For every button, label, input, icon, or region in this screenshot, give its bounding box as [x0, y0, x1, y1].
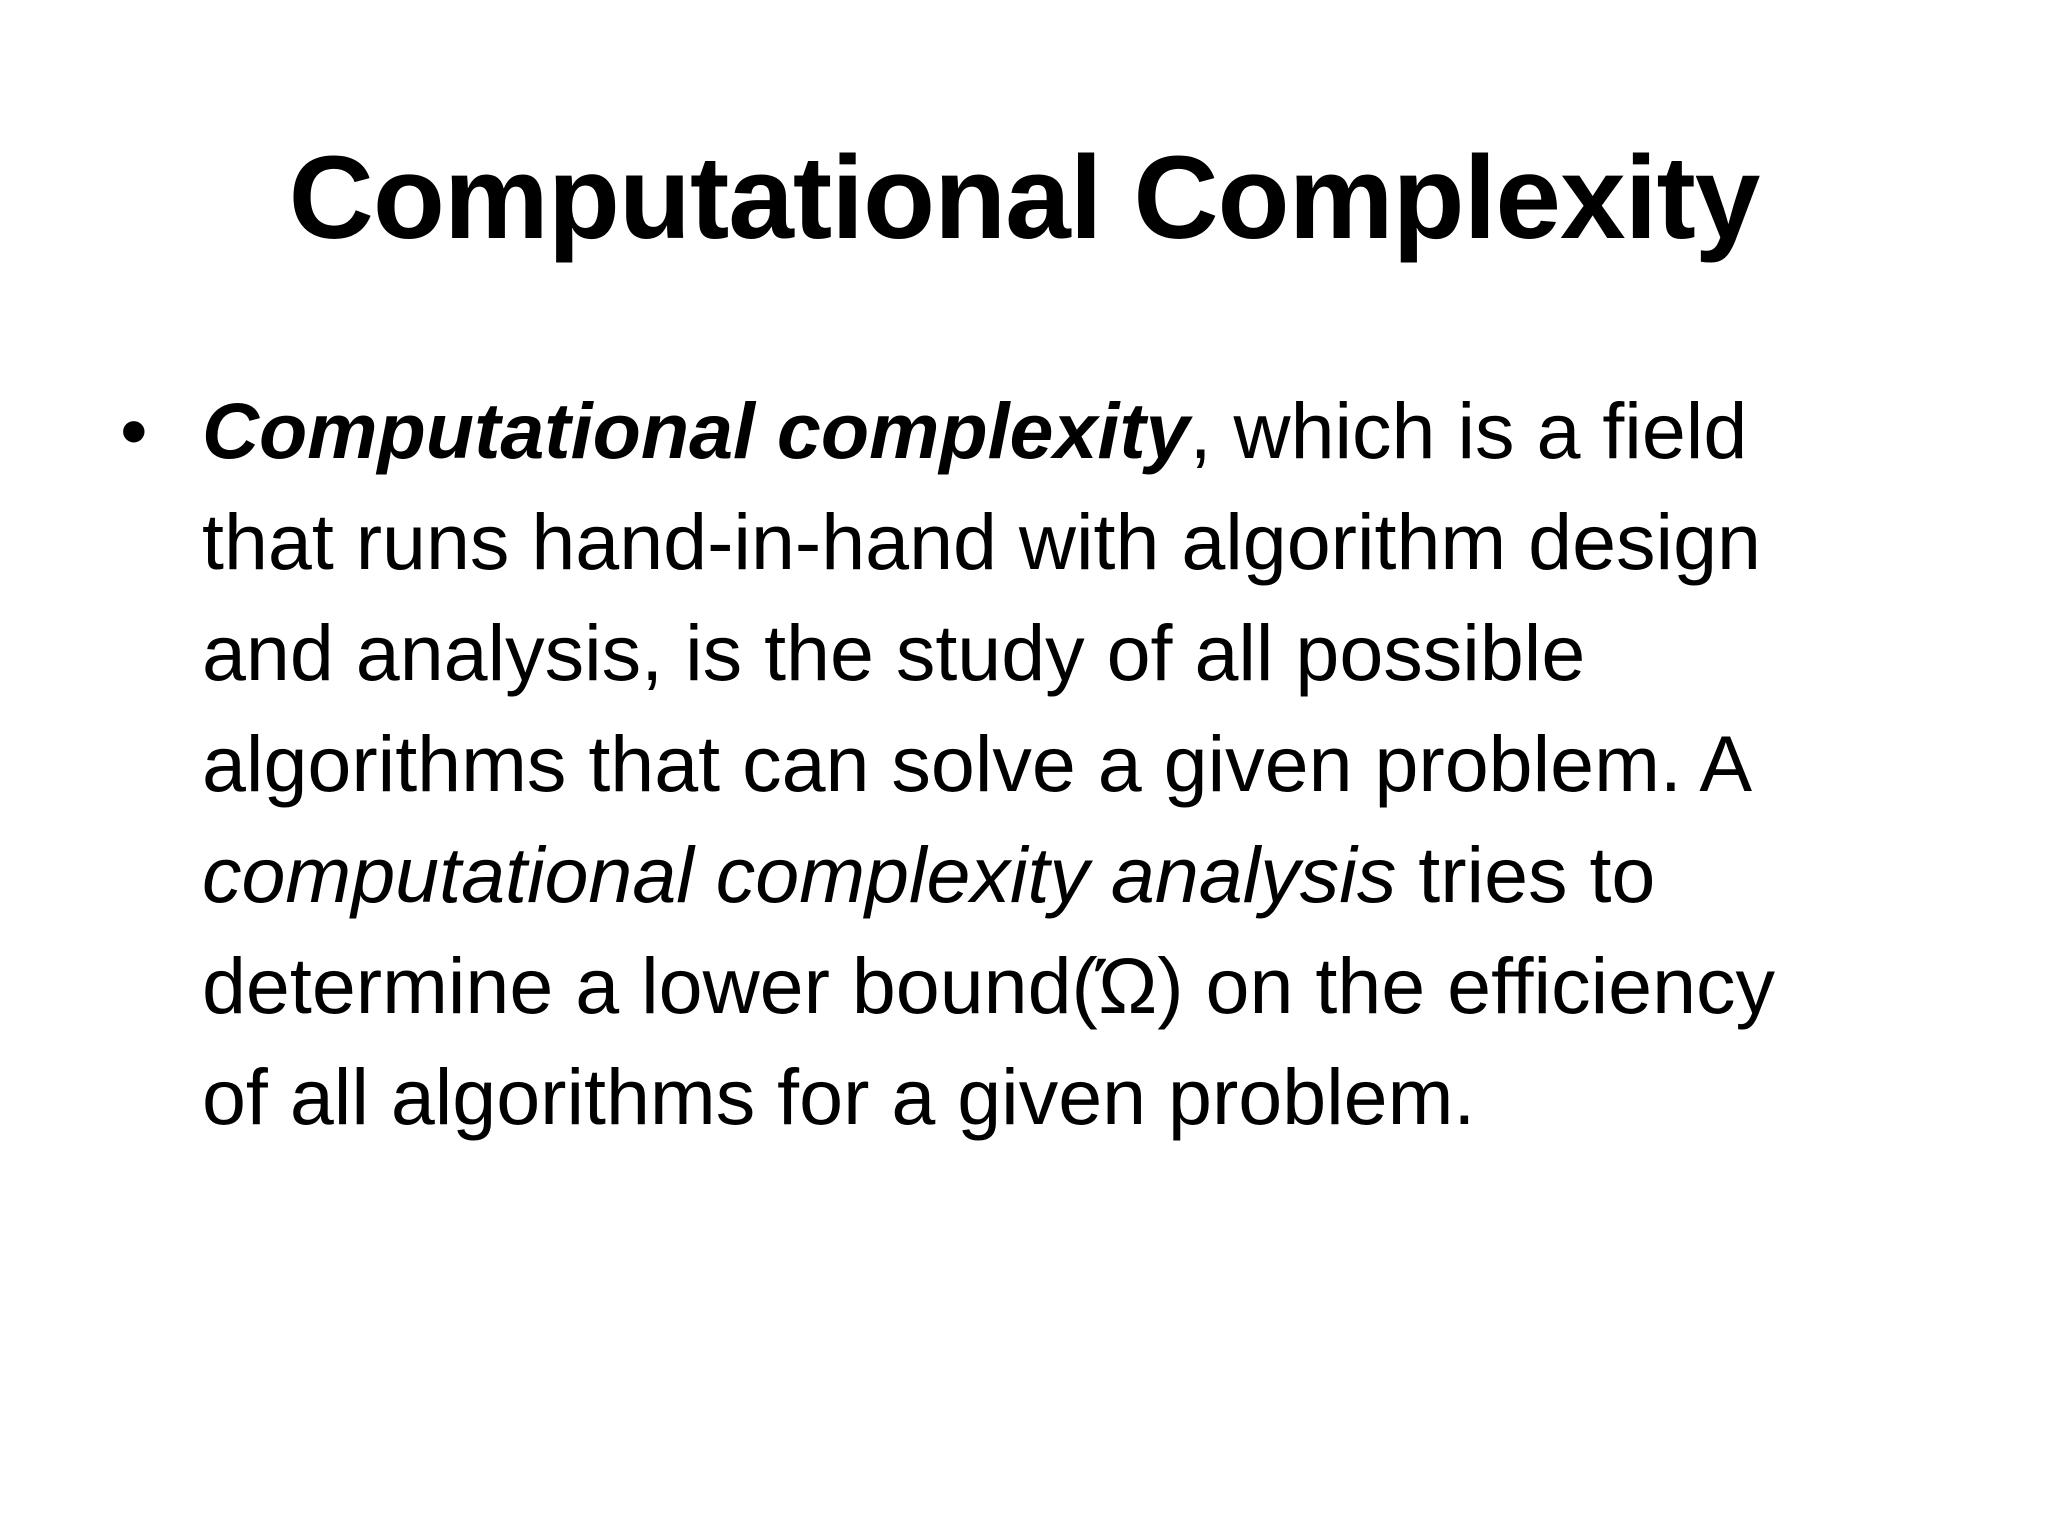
line-1-rest: , which is a field [1189, 386, 1748, 475]
text-line-5 [202, 819, 1960, 930]
slide-title: Computational Complexity [288, 132, 1760, 264]
text-line-7: of all algorithms for a given problem. [202, 1052, 1476, 1141]
bullet-item [120, 375, 1960, 1152]
text-line-4: algorithms that can solve a given problem. A [202, 719, 1753, 808]
term-bold-italic: Computational complexity [202, 386, 1190, 475]
bullet-list [120, 375, 1960, 1152]
text-line-1 [202, 375, 1960, 486]
term-italic: computational complexity analysis [202, 830, 1397, 919]
text-line-3: and analysis, is the study of all possible [202, 608, 1586, 697]
text-line-6: determine a lower bound(Ώ) on the efficiency [202, 941, 1776, 1030]
bullet-icon: • [120, 386, 148, 475]
text-line-2: that runs hand-in-hand with algorithm design [202, 497, 1761, 586]
line-5-rest: tries to [1396, 830, 1656, 919]
